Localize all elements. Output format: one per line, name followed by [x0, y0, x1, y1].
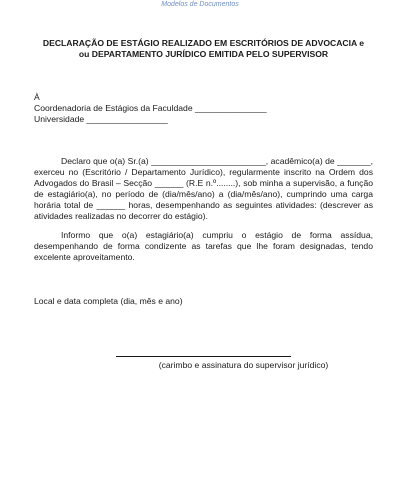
signature-line: [116, 356, 291, 357]
document-title-line-1: DECLARAÇÃO DE ESTÁGIO REALIZADO EM ESCRITÓRIOS DE ADVOCACIA e: [42, 38, 365, 48]
addressee-line-3: Universidade _________________: [34, 114, 168, 124]
evaluation-paragraph: Informo que o(a) estagiário(a) cumpriu o estágio de forma assídua, desempenhando de forma condizente as tarefas que lhe foram designadas, tendo excelente aproveitamento.: [34, 230, 373, 262]
document-page: [34, 38, 373, 370]
addressee-line-2: Coordenadoria de Estágios da Faculdade _______________: [34, 103, 267, 113]
declaration-paragraph: Declaro que o(a) Sr.(a) ________________________, acadêmico(a) de _______, exerceu no (Escritório / Departamento Jurídico), regularmente inscrito na Ordem dos Advogados do Brasil – Secção ______ (R.E n.º........), sob minha a supervisão, a função de estagiário(a), no período de (dia/mês/ano) a (dia/mês/ano), cumprindo uma carga horária total de ______ horas, desempenhando as seguintes atividades: (descrever as atividades realizadas no decorrer do estágio).: [34, 156, 373, 221]
document-title-line-2: ou DEPARTAMENTO JURÍDICO EMITIDA PELO SUPERVISOR: [78, 49, 329, 59]
signature-caption: (carimbo e assinatura do supervisor jurídico): [158, 360, 329, 370]
addressee-line-1: À: [34, 92, 40, 102]
local-date-line: Local e data completa (dia, mês e ano): [34, 296, 183, 306]
watermark-header: Modelos de Documentos: [161, 1, 239, 8]
addressee-block: [34, 92, 373, 125]
